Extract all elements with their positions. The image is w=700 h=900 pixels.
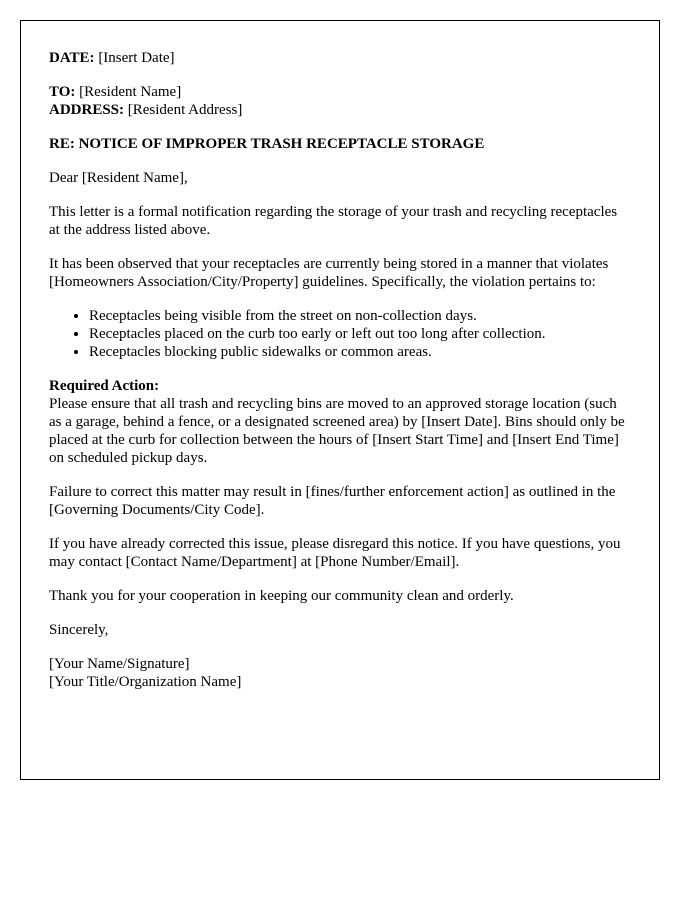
to-line xyxy=(49,83,631,101)
list-item: • Receptacles blocking public sidewalks or common areas. xyxy=(89,343,631,361)
violation-list xyxy=(49,307,631,361)
sign-off: Sincerely, xyxy=(49,622,109,638)
address-value: [Resident Address] xyxy=(124,102,243,118)
paragraph-thanks: Thank you for your cooperation in keeping our community clean and orderly. xyxy=(49,588,514,604)
required-action-heading: Required Action: xyxy=(49,378,160,394)
salutation: Dear [Resident Name], xyxy=(49,170,188,186)
to-label: TO: xyxy=(49,84,76,100)
list-item: • Receptacles placed on the curb too early or left out too long after collection. xyxy=(89,325,631,343)
date-value: [Insert Date] xyxy=(94,50,175,66)
address-line xyxy=(49,101,631,119)
paragraph-notification: This letter is a formal notification regarding the storage of your trash and recycling receptacles at the address listed above. xyxy=(49,204,618,238)
paragraph-consequences: Failure to correct this matter may result in [fines/further enforcement action] as outlined in the [Governing Documents/City Code]. xyxy=(49,484,616,518)
list-item: • Receptacles being visible from the street on non-collection days. xyxy=(89,307,631,325)
address-label: ADDRESS: xyxy=(49,102,125,118)
signature-title: [Your Title/Organization Name] xyxy=(49,674,242,690)
date-label: DATE: xyxy=(49,50,95,66)
letter-page xyxy=(20,20,660,780)
paragraph-contact: If you have already corrected this issue, please disregard this notice. If you have questions, you may contact [Contact Name/Department] at [Phone Number/Email]. xyxy=(49,536,621,570)
required-action-text: Please ensure that all trash and recycling bins are moved to an approved storage location (such as a garage, behind a fence, or a designated screened area) by [Insert Date]. Bins should only be placed at the curb for collection between the hours of [Insert Start Time] and [Insert End Time] on scheduled pickup days. xyxy=(49,396,625,466)
paragraph-violation: It has been observed that your receptacles are currently being stored in a manner that violates [Homeowners Association/City/Property] guidelines. Specifically, the violation pertains to: xyxy=(49,256,609,290)
subject-line: RE: NOTICE OF IMPROPER TRASH RECEPTACLE STORAGE xyxy=(49,136,485,152)
date-line xyxy=(49,49,631,67)
to-value: [Resident Name] xyxy=(75,84,182,100)
signature-name: [Your Name/Signature] xyxy=(49,656,190,672)
